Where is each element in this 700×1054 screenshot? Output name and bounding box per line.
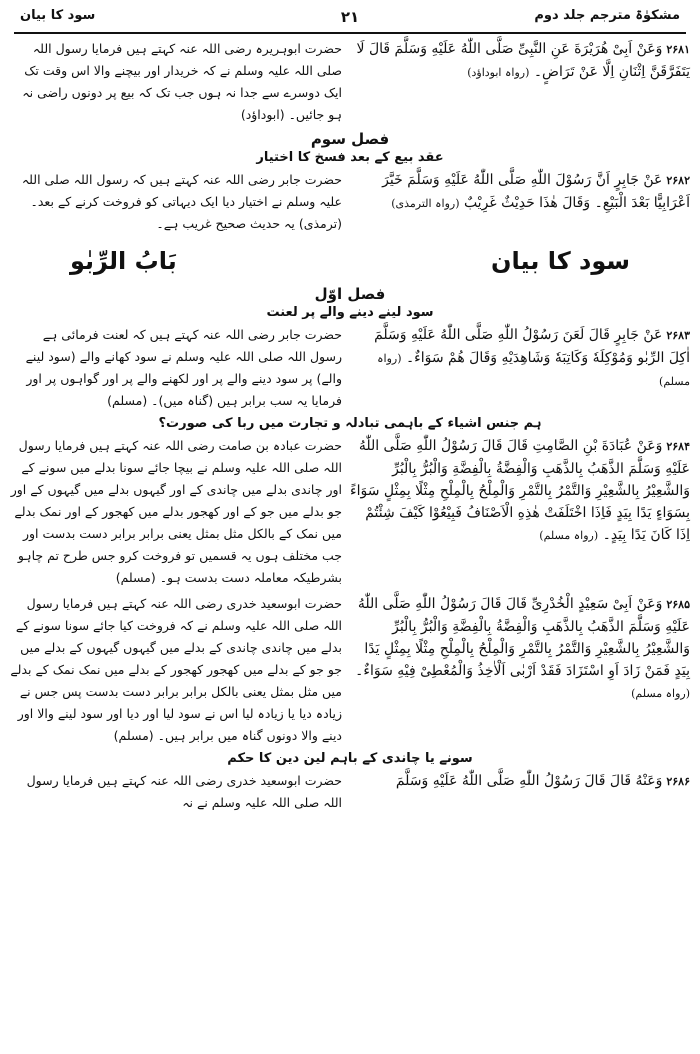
arabic-text: ۲۶۸۱وَعَنْ اَبِیْ هُرَیْرَةَ عَنِ النَّبِیِّ صَلَّی اللّٰهُ عَلَیْهِ وَسَلَّمَ قَالَ لَا یَتَفَرَّقَنَّ اِثْنَانِ اِلَّا عَنْ تَرَاضٍ۔ (رواہ ابوداؤد): [356, 41, 690, 80]
arabic-text: ۲۶۸۲عَنْ جَابِرٍ اَنَّ رَسُوْلَ اللّٰهِ صَلَّی اللّٰهُ عَلَیْهِ وَسَلَّمَ خَیَّرَ اَعْرَابِیًّا بَعْدَ الْبَیْعِ۔ وَقَالَ هٰذَا حَدِیْثٌ غَرِیْبٌ (رواہ الترمذی): [382, 172, 690, 211]
hadith-2682: [10, 169, 690, 235]
hadith-2686: [10, 770, 690, 814]
urdu-translation: حضرت ابوسعید خدری رضی اللہ عنہ کہتے ہیں فرمایا رسول اللہ صلی اللہ علیہ وسلم نے نہ: [26, 773, 342, 810]
hadith-2683: [10, 324, 690, 412]
sub-heading: ہم جنس اشیاء کے باہمی تبادلہ و تجارت میں ربا کی صورت؟: [158, 416, 542, 431]
hadith-number: ۲۶۸۲: [666, 174, 690, 187]
section-heading: فصل سوم: [310, 130, 390, 148]
hadith-number: ۲۶۸۴: [666, 440, 690, 453]
hadith-2681: [10, 38, 690, 126]
urdu-translation: حضرت ابوہریرہ رضی اللہ عنہ کہتے ہیں فرمایا رسول اللہ صلی اللہ علیہ وسلم نے کہ خریدار اور بیچنے والا اس وقت تک ایک دوسرے سے جدا نہ ہوں جب تک کہ بیع پر دونوں راضی نہ ہو جائیں۔ (ابوداؤد): [22, 41, 342, 122]
urdu-translation: حضرت ابوسعید خدری رضی اللہ عنہ کہتے ہیں فرمایا رسول اللہ صلی اللہ علیہ وسلم نے کہ فروخت کیا جائے سونا سونے کے بدلے میں چاندی چاندی کے بدلے میں گیہوں گیہوں کے بدلے میں جو جو کے بدلے میں کھجور کھجور کے بدلے میں نمک نمک کے بدلے میں مثل بمثل یعنی بالکل برابر برابر دست بدست پس جس نے زیادہ دیا یا زیادہ لیا اس نے سود لیا اور دیا اور سود لینے والا اور دینے والا دونوں گناہ میں برابر ہیں۔ (مسلم): [10, 596, 342, 743]
bab-arabic: بَابُ الرِّبٰو: [70, 247, 177, 275]
reference: (رواہ مسلم): [539, 529, 599, 542]
urdu-translation: حضرت عبادہ بن صامت رضی اللہ عنہ کہتے ہیں فرمایا رسول اللہ صلی اللہ علیہ وسلم نے بیچا جائے سونا بدلے میں سونے کے اور چاندی بدلے میں چاندی کے اور گیہوں بدلے میں گیہوں کے اور جو بدلے میں جو کے اور کھجور بدلے میں کھجور کے اور نمک بدلے میں نمک کے بالکل مثل بمثل یعنی برابر برابر دست بدست اور جب مختلف ہوں یہ قسمیں تو فروخت کرو جس طرح تم چاہو بشرطیکہ معاملہ دست بدست ہو۔ (مسلم): [10, 438, 342, 585]
page-header: [14, 0, 686, 34]
hadith-number: ۲۶۸۱: [666, 43, 690, 56]
sub-heading: سود لینے دینے والے پر لعنت: [266, 305, 434, 320]
book-title: مشکوٰۃ مترجم جلد دوم: [534, 8, 680, 23]
section-heading: فصل اوّل: [314, 285, 386, 303]
arabic-text: ۲۶۸۵وَعَنْ اَبِیْ سَعِیْدٍ الْخُدْرِیِّ قَالَ قَالَ رَسُوْلُ اللّٰهِ صَلَّی اللّٰهُ عَلَیْهِ وَسَلَّمَ الذَّهَبُ بِالذَّهَبِ وَالْفِضَّةُ بِالْفِضَّةِ وَالْبُرُّ بِالْبُرِّ وَالشَّعِیْرُ بِالشَّعِیْرِ وَالتَّمْرُ بِالتَّمْرِ وَالْمِلْحُ بِالْمِلْحِ مِثْلًا بِمِثْلٍ یَدًا بِیَدٍ فَمَنْ زَادَ اَوِ اسْتَزَادَ فَقَدْ اَرْبٰی اَلْاٰخِذُ وَالْمُعْطِیْ فِیْهِ سَوَاءٌ۔ (رواہ مسلم): [355, 596, 690, 700]
reference: (رواہ مسلم): [377, 352, 690, 388]
reference: (رواہ الترمذی): [391, 197, 460, 210]
arabic-text: ۲۶۸۳عَنْ جَابِرٍ قَالَ لَعَنَ رَسُوْلُ اللّٰهِ صَلَّی اللّٰهُ عَلَیْهِ وَسَلَّمَ اٰكِلَ الرِّبٰو وَمُوْكِلَهٗ وَكَاتِبَهٗ وَشَاهِدَيْهِ وَقَالَ هُمْ سَوَاءٌ۔ (رواہ مسلم): [374, 327, 690, 388]
hadith-number: ۲۶۸۵: [666, 598, 690, 611]
urdu-translation: حضرت جابر رضی اللہ عنہ کہتے ہیں کہ رسول اللہ صلی اللہ علیہ وسلم نے اختیار دیا ایک دیہاتی کو فروخت کرنے کے بعد۔ (ترمذی) یہ حدیث صحیح غریب ہے۔: [21, 172, 342, 231]
arabic-text: ۲۶۸۴وَعَنْ عُبَادَةَ بْنِ الصَّامِتِ قَالَ قَالَ رَسُوْلُ اللّٰهِ صَلَّی اللّٰهُ عَلَیْهِ وَسَلَّمَ الذَّهَبُ بِالذَّهَبِ وَالْفِضَّةُ بِالْفِضَّةِ وَالْبُرُّ بِالْبُرِّ وَالشَّعِیْرُ بِالشَّعِیْرِ وَالتَّمْرُ بِالتَّمْرِ وَالْمِلْحُ بِالْمِلْحِ مِثْلًا بِمِثْلٍ سَوَاءً بِسَوَاءٍ یَدًا بِیَدٍ فَاِذَا اخْتَلَفَتْ هٰذِهِ الْاَصْنَافُ فَبِیْعُوْا كَیْفَ شِئْتُمْ اِذَا كَانَ یَدًا بِیَدٍ۔ (رواہ مسلم): [350, 438, 690, 543]
hadith-number: ۲۶۸۳: [666, 329, 690, 342]
hadith-2685: [10, 593, 690, 747]
reference: (رواہ ابوداؤد): [467, 66, 530, 79]
chapter-title: سود کا بیان: [20, 8, 96, 23]
hadith-2684: [10, 435, 690, 589]
reference: (رواہ مسلم): [631, 687, 690, 700]
sub-heading: عقد بیع کے بعد فسخ کا اختیار: [256, 150, 444, 165]
arabic-text: ۲۶۸۶وَعَنْهُ قَالَ قَالَ رَسُوْلُ اللّٰهِ صَلَّی اللّٰهُ عَلَیْهِ وَسَلَّمَ: [395, 773, 690, 789]
sub-heading: سونے یا چاندی کے باہم لین دین کا حکم: [227, 751, 473, 766]
bab-urdu: سود کا بیان: [491, 247, 630, 275]
page-number: ۲۱: [340, 8, 360, 26]
urdu-translation: حضرت جابر رضی اللہ عنہ کہتے ہیں کہ لعنت فرمائی ہے رسول اللہ صلی اللہ علیہ وسلم نے سود کھانے والے (سود لینے والے) پر سود دینے والے پر اور لکھنے والے پر اور گواہوں پر اور فرمایا یہ سب برابر ہیں (گناہ میں)۔ (مسلم): [25, 327, 342, 408]
bab-heading: [10, 239, 690, 283]
hadith-number: ۲۶۸۶: [666, 775, 690, 788]
